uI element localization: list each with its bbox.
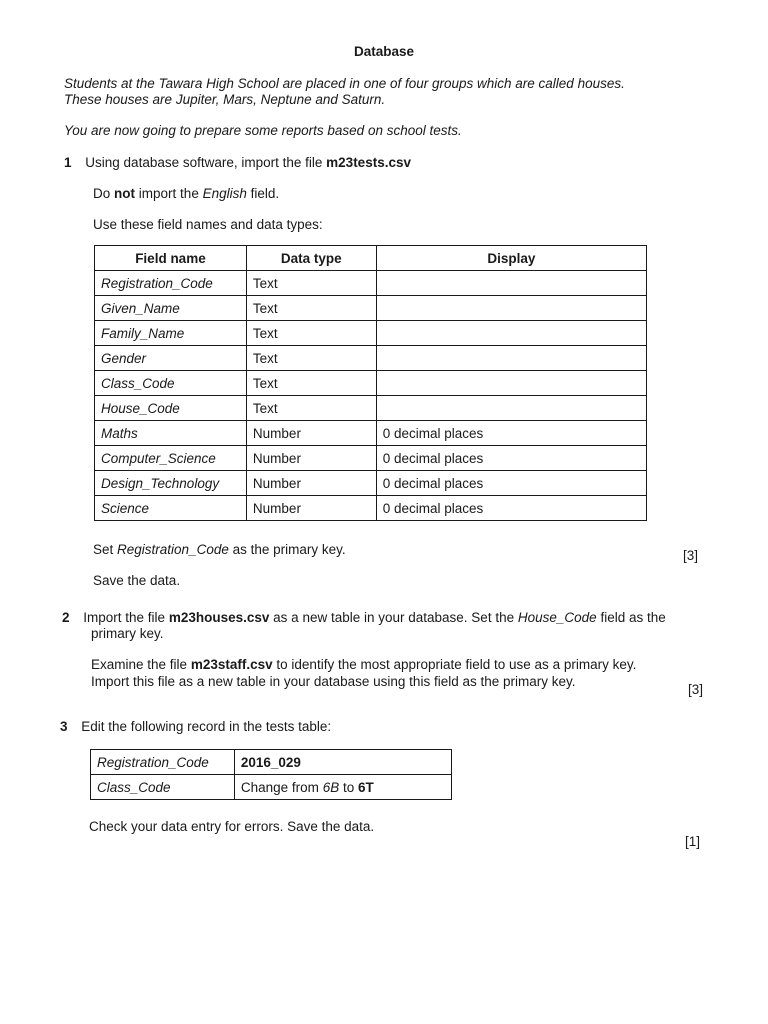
table-row <box>95 496 647 521</box>
table-row <box>95 421 647 446</box>
table-row <box>95 296 647 321</box>
save-line: Save the data. <box>93 573 181 588</box>
text: field. <box>250 186 280 201</box>
field-name-cell: Family_Name <box>95 321 247 346</box>
text: to identify the most appropriate field to use as a primary key. <box>276 657 637 672</box>
text: Import the file <box>83 610 166 625</box>
question-number: 2 <box>62 610 70 625</box>
do-not-import-line <box>93 186 279 202</box>
text: as the primary key. <box>232 542 346 557</box>
text: field as the <box>600 610 666 625</box>
file-name: m23staff.csv <box>190 657 273 672</box>
use-fields-line: Use these field names and data types: <box>93 217 323 232</box>
question-number: 1 <box>64 155 72 170</box>
question-3-heading <box>60 719 331 735</box>
data-type-cell: Number <box>246 496 376 521</box>
display-cell <box>376 296 646 321</box>
display-cell <box>376 346 646 371</box>
field-name: English <box>202 186 247 201</box>
field-label: Registration_Code <box>91 750 235 775</box>
field-label: Class_Code <box>91 775 235 800</box>
intro-line-2: These houses are Jupiter, Mars, Neptune and Saturn. <box>64 92 386 107</box>
field-name-cell: Computer_Science <box>95 446 247 471</box>
data-type-cell: Number <box>246 446 376 471</box>
examine-line <box>91 657 636 673</box>
display-cell: 0 decimal places <box>376 446 646 471</box>
text: Do <box>93 186 111 201</box>
table-row <box>95 446 647 471</box>
data-type-cell: Text <box>246 271 376 296</box>
new-value: 6T <box>358 779 374 795</box>
field-name-cell: Science <box>95 496 247 521</box>
question-2-heading <box>62 610 666 626</box>
field-value: 2016_029 <box>234 750 451 775</box>
display-cell: 0 decimal places <box>376 496 646 521</box>
field-name: House_Code <box>517 610 597 625</box>
data-type-cell: Number <box>246 421 376 446</box>
table-row <box>95 346 647 371</box>
primary-key-line <box>93 542 346 558</box>
data-type-cell: Number <box>246 471 376 496</box>
field-name-cell: Class_Code <box>95 371 247 396</box>
intro-line-1: Students at the Tawara High School are placed in one of four groups which are called houses. <box>64 76 625 91</box>
column-header: Data type <box>246 246 376 271</box>
field-name-cell: Gender <box>95 346 247 371</box>
field-name-cell: Design_Technology <box>95 471 247 496</box>
text: Change from <box>240 779 319 795</box>
data-type-cell: Text <box>246 396 376 421</box>
check-line: Check your data entry for errors. Save the data. <box>89 819 375 834</box>
table-row <box>95 321 647 346</box>
display-cell <box>376 321 646 346</box>
question-2-line-2: primary key. <box>91 626 164 641</box>
field-name-cell: Maths <box>95 421 247 446</box>
table-row <box>95 371 647 396</box>
field-types-table <box>94 245 647 521</box>
table-row <box>95 471 647 496</box>
table-row <box>95 271 647 296</box>
data-type-cell: Text <box>246 346 376 371</box>
record-edit-table <box>90 749 452 800</box>
display-cell <box>376 371 646 396</box>
file-name: m23houses.csv <box>168 610 270 625</box>
display-cell <box>376 271 646 296</box>
table-row <box>91 750 452 775</box>
data-type-cell: Text <box>246 371 376 396</box>
data-type-cell: Text <box>246 321 376 346</box>
question-text: Edit the following record in the tests table: <box>81 719 332 734</box>
field-name-cell: House_Code <box>95 396 247 421</box>
data-type-cell: Text <box>246 296 376 321</box>
intro-line-3: You are now going to prepare some reports based on school tests. <box>64 123 462 138</box>
table-row <box>95 396 647 421</box>
emphasis: not <box>114 186 136 201</box>
display-cell: 0 decimal places <box>376 421 646 446</box>
text: import the <box>138 186 199 201</box>
text: to <box>342 779 355 795</box>
column-header: Display <box>376 246 646 271</box>
field-name-cell: Registration_Code <box>95 271 247 296</box>
field-name-cell: Given_Name <box>95 296 247 321</box>
question-1-heading <box>64 155 411 171</box>
table-row <box>91 775 452 800</box>
mark-allocation: [3] <box>687 682 703 697</box>
display-cell: 0 decimal places <box>376 471 646 496</box>
text: Examine the file <box>91 657 188 672</box>
mark-allocation: [3] <box>682 548 698 563</box>
text: Set <box>93 542 114 557</box>
old-value: 6B <box>322 779 340 795</box>
display-cell <box>376 396 646 421</box>
file-name: m23tests.csv <box>326 155 411 170</box>
mark-allocation: [1] <box>684 834 700 849</box>
table-header-row <box>95 246 647 271</box>
import-staff-line: Import this file as a new table in your database using this field as the primary key. <box>91 674 576 689</box>
field-value <box>234 775 451 800</box>
field-name: Registration_Code <box>117 542 229 557</box>
page-title: Database <box>353 44 415 59</box>
question-text: Using database software, import the file <box>85 155 323 170</box>
column-header: Field name <box>95 246 247 271</box>
question-number: 3 <box>60 719 68 734</box>
text: as a new table in your database. Set the <box>273 610 515 625</box>
